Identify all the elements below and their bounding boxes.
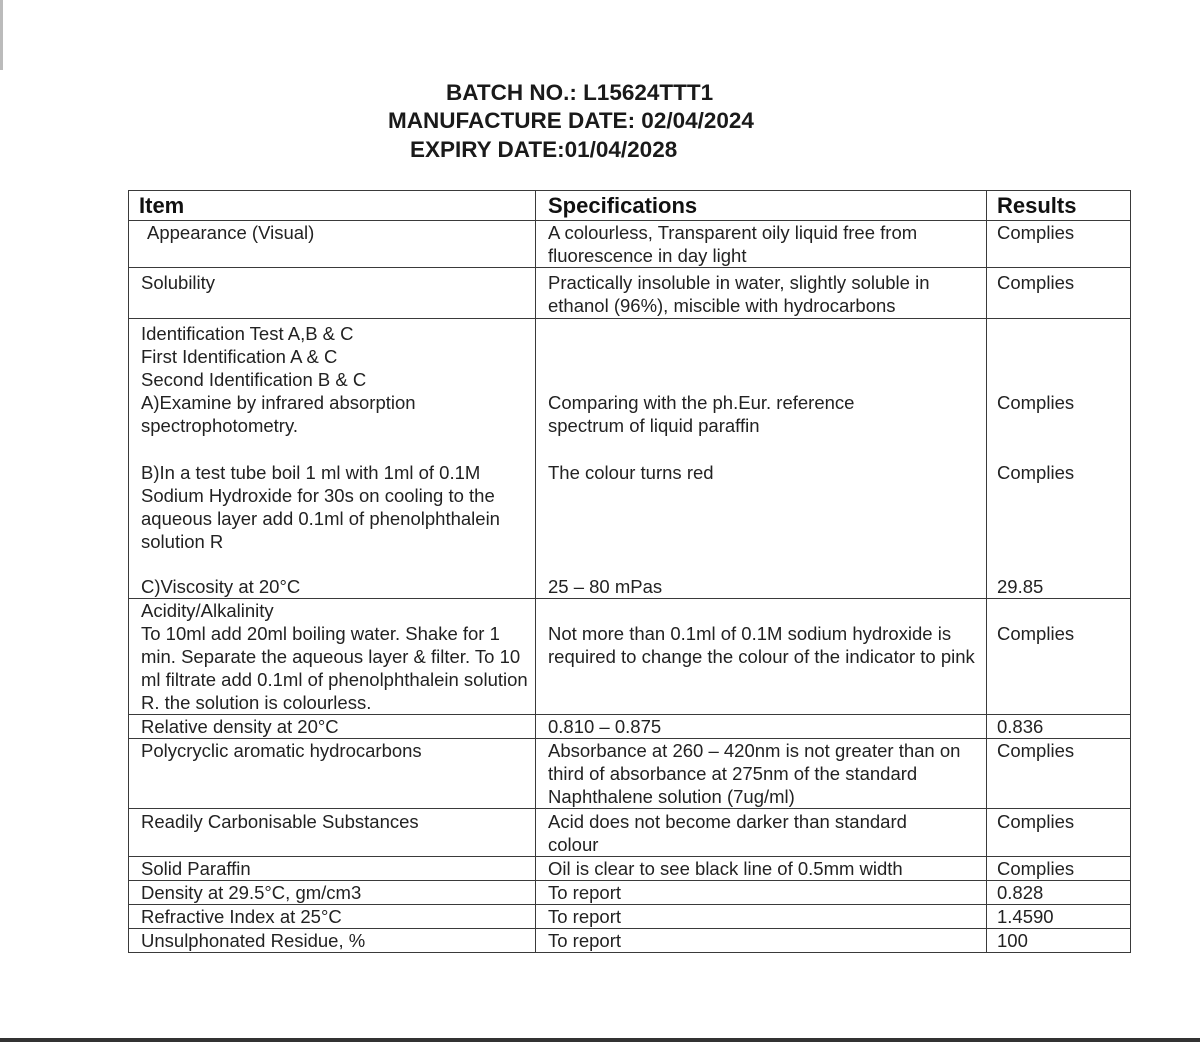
cell-spec: Oil is clear to see black line of 0.5mm width xyxy=(536,857,987,881)
cell-result: 100 xyxy=(987,929,1131,953)
cell-result: Complies xyxy=(987,739,1131,809)
cell-spec: 0.810 – 0.875 xyxy=(536,715,987,739)
cell-spec: Practically insoluble in water, slightly soluble in ethanol (96%), miscible with hydrocarbons xyxy=(536,268,987,319)
specification-table xyxy=(128,190,1131,953)
acidity-procedure: To 10ml add 20ml boiling water. Shake for 1 min. Separate the aqueous layer & filter. To 10 ml filtrate add 0.1ml of phenolphthalein solution R. the solution is colourless. xyxy=(141,623,528,713)
cell-result xyxy=(987,319,1131,599)
column-header-specifications: Specifications xyxy=(536,191,987,221)
table-row-polycyclic xyxy=(129,739,1131,809)
cell-item: Refractive Index at 25°C xyxy=(129,905,536,929)
cell-spec: A colourless, Transparent oily liquid free from fluorescence in day light xyxy=(536,221,987,268)
table-row-density-29 xyxy=(129,881,1131,905)
manufacture-date: MANUFACTURE DATE: 02/04/2024 xyxy=(388,108,754,133)
table-row-solid-paraffin xyxy=(129,857,1131,881)
table-row-refractive-index xyxy=(129,905,1131,929)
cell-spec xyxy=(536,599,987,715)
table-row-solubility xyxy=(129,268,1131,319)
column-header-results: Results xyxy=(987,191,1131,221)
cell-result: 1.4590 xyxy=(987,905,1131,929)
column-header-item: Item xyxy=(129,191,536,221)
cell-result: Complies xyxy=(987,809,1131,857)
expiry-date: EXPIRY DATE:01/04/2028 xyxy=(410,137,678,162)
table-row-acidity xyxy=(129,599,1131,715)
cell-spec: To report xyxy=(536,881,987,905)
cell-result: 0.828 xyxy=(987,881,1131,905)
cell-item xyxy=(129,599,536,715)
identification-c-spec: 25 – 80 mPas xyxy=(548,576,663,597)
identification-first: First Identification A & C xyxy=(141,346,338,367)
identification-b-spec: The colour turns red xyxy=(548,462,714,483)
table-row-carbonisable xyxy=(129,809,1131,857)
identification-a-spec: Comparing with the ph.Eur. reference spectrum of liquid paraffin xyxy=(548,392,855,436)
bottom-border xyxy=(0,1038,1200,1042)
batch-number: BATCH NO.: L15624TTT1 xyxy=(446,80,714,105)
cell-item xyxy=(129,221,536,268)
identification-b-result: Complies xyxy=(997,462,1075,483)
cell-item xyxy=(129,319,536,599)
page-edge xyxy=(0,0,3,70)
cell-spec: Absorbance at 260 – 420nm is not greater than on third of absorbance at 275nm of the standard Naphthalene solution (7ug/ml) xyxy=(536,739,987,809)
cell-result: Complies xyxy=(987,268,1131,319)
table-row-relative-density xyxy=(129,715,1131,739)
table-row-unsulphonated xyxy=(129,929,1131,953)
identification-b-item: B)In a test tube boil 1 ml with 1ml of 0.1M Sodium Hydroxide for 30s on cooling to the aqueous layer add 0.1ml of phenolphthalein solution R xyxy=(141,462,500,552)
cell-item: Solid Paraffin xyxy=(129,857,536,881)
identification-a-item: A)Examine by infrared absorption spectrophotometry. xyxy=(141,392,416,436)
identification-c-result: 29.85 xyxy=(997,576,1044,597)
identification-a-result: Complies xyxy=(997,392,1075,413)
cell-spec: Acid does not become darker than standard colour xyxy=(536,809,987,857)
acidity-title: Acidity/Alkalinity xyxy=(141,600,274,621)
table-header-row xyxy=(129,191,1131,221)
identification-second: Second Identification B & C xyxy=(141,369,367,390)
table-row-identification xyxy=(129,319,1131,599)
cell-spec: To report xyxy=(536,929,987,953)
cell-spec xyxy=(536,319,987,599)
acidity-spec: Not more than 0.1ml of 0.1M sodium hydroxide is required to change the colour of the indicator to pink xyxy=(548,623,975,667)
identification-title: Identification Test A,B & C xyxy=(141,323,354,344)
cell-item: Solubility xyxy=(129,268,536,319)
cell-result xyxy=(987,599,1131,715)
table-row-appearance xyxy=(129,221,1131,268)
identification-c-item: C)Viscosity at 20°C xyxy=(141,576,301,597)
cell-item: Relative density at 20°C xyxy=(129,715,536,739)
cell-item: Polycryclic aromatic hydrocarbons xyxy=(129,739,536,809)
cell-item: Readily Carbonisable Substances xyxy=(129,809,536,857)
cell-result: Complies xyxy=(987,221,1131,268)
cell-item: Density at 29.5°C, gm/cm3 xyxy=(129,881,536,905)
acidity-result: Complies xyxy=(997,623,1075,644)
item-label: Appearance (Visual) xyxy=(147,222,315,243)
cell-result: 0.836 xyxy=(987,715,1131,739)
cell-item: Unsulphonated Residue, % xyxy=(129,929,536,953)
cell-spec: To report xyxy=(536,905,987,929)
cell-result: Complies xyxy=(987,857,1131,881)
